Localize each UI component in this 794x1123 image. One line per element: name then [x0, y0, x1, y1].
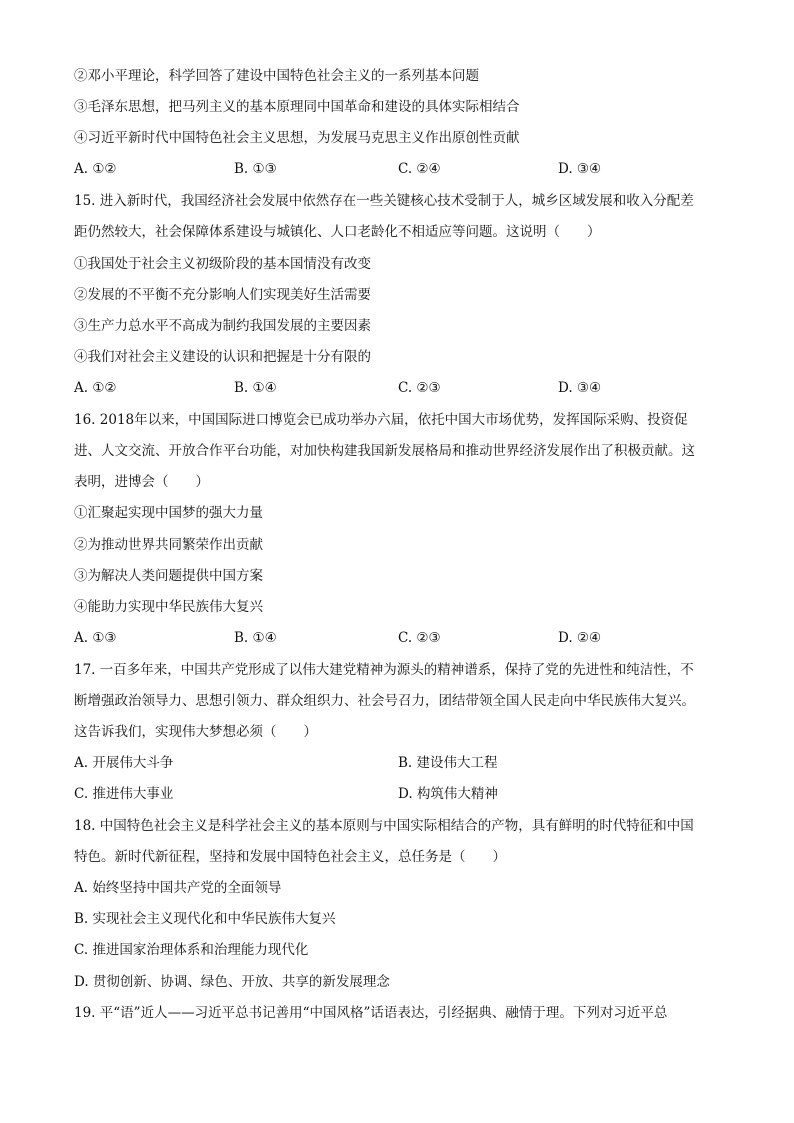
q15-item-3: ③生产力总水平不高成为制约我国发展的主要因素: [74, 318, 371, 334]
q16-item-4: ④能助力实现中华民族伟大复兴: [74, 599, 263, 615]
q15-item-2: ②发展的不平衡不充分影响人们实现美好生活需要: [74, 287, 371, 303]
q16-option-b[interactable]: B. ①④: [234, 630, 277, 646]
q15-item-1: ①我国处于社会主义初级阶段的基本国情没有改变: [74, 256, 371, 272]
q17-stem-line-1: 17. 一百多年来，中国共产党形成了以伟大建党精神为源头的精神谱系，保持了党的先进性和纯洁性，不: [74, 662, 694, 678]
q16-item-1: ①汇聚起实现中国梦的强大力量: [74, 505, 263, 521]
q17-stem-line-3: 这告诉我们，实现伟大梦想必须（ ）: [74, 724, 317, 740]
q18-stem-line-1: 18. 中国特色社会主义是科学社会主义的基本原则与中国实际相结合的产物，具有鲜明的时代特征和中国: [74, 818, 694, 834]
q14-item-4: ④习近平新时代中国特色社会主义思想，为发展马克思主义作出原创性贡献: [74, 130, 520, 146]
q16-option-c[interactable]: C. ②③: [398, 630, 441, 646]
q14-option-a[interactable]: A. ①②: [74, 161, 117, 177]
q15-stem-line-1: 15. 进入新时代，我国经济社会发展中依然存在一些关键核心技术受制于人，城乡区域发展和收入分配差: [74, 193, 694, 209]
q16-item-2: ②为推动世界共同繁荣作出贡献: [74, 537, 263, 553]
q15-item-4: ④我们对社会主义建设的认识和把握是十分有限的: [74, 349, 371, 365]
q17-option-c[interactable]: C. 推进伟大事业: [74, 786, 174, 802]
q15-option-a[interactable]: A. ①②: [74, 380, 117, 396]
q17-option-b[interactable]: B. 建设伟大工程: [398, 755, 498, 771]
q14-item-3: ③毛泽东思想，把马列主义的基本原理同中国革命和建设的具体实际相结合: [74, 99, 520, 115]
q16-stem-line-1: 16. 2018年以来，中国国际进口博览会已成功举办六届，依托中国大市场优势，发挥国际采购、投资促: [74, 412, 688, 428]
q17-option-a[interactable]: A. 开展伟大斗争: [74, 755, 174, 771]
q17-stem-line-2: 断增强政治领导力、思想引领力、群众组织力、社会号召力，团结带领全国人民走向中华民族伟大复兴。: [74, 693, 695, 709]
q18-option-d[interactable]: D. 贯彻创新、协调、绿色、开放、共享的新发展理念: [74, 974, 390, 990]
q16-option-d[interactable]: D. ②④: [558, 630, 602, 646]
q16-option-a[interactable]: A. ①③: [74, 630, 117, 646]
q16-stem-line-2: 进、人文交流、开放合作平台功能，对加快构建我国新发展格局和推动世界经济发展作出了积极贡献。这: [74, 443, 695, 459]
q17-option-d[interactable]: D. 构筑伟大精神: [398, 786, 498, 802]
q15-option-b[interactable]: B. ①④: [234, 380, 277, 396]
q14-option-d[interactable]: D. ③④: [558, 161, 602, 177]
q14-option-c[interactable]: C. ②④: [398, 161, 441, 177]
q16-item-3: ③为解决人类问题提供中国方案: [74, 568, 263, 584]
q15-stem-line-2: 距仍然较大，社会保障体系建设与城镇化、人口老龄化不相适应等问题。这说明（ ）: [74, 224, 601, 240]
q16-stem-line-3: 表明，进博会（ ）: [74, 474, 209, 490]
q18-option-b[interactable]: B. 实现社会主义现代化和中华民族伟大复兴: [74, 911, 336, 927]
q14-item-2: ②邓小平理论，科学回答了建设中国特色社会主义的一系列基本问题: [74, 68, 479, 84]
q19-stem-line-1: 19. 平“语”近人——习近平总书记善用“中国风格”话语表达，引经据典、融情于理。下列对习近平总: [74, 1005, 668, 1021]
q18-option-a[interactable]: A. 始终坚持中国共产党的全面领导: [74, 880, 282, 896]
q18-option-c[interactable]: C. 推进国家治理体系和治理能力现代化: [74, 942, 309, 958]
q18-stem-line-2: 特色。新时代新征程，坚持和发展中国特色社会主义，总任务是（ ）: [74, 849, 506, 865]
q14-option-b[interactable]: B. ①③: [234, 161, 277, 177]
q15-option-d[interactable]: D. ③④: [558, 380, 602, 396]
q15-option-c[interactable]: C. ②③: [398, 380, 441, 396]
